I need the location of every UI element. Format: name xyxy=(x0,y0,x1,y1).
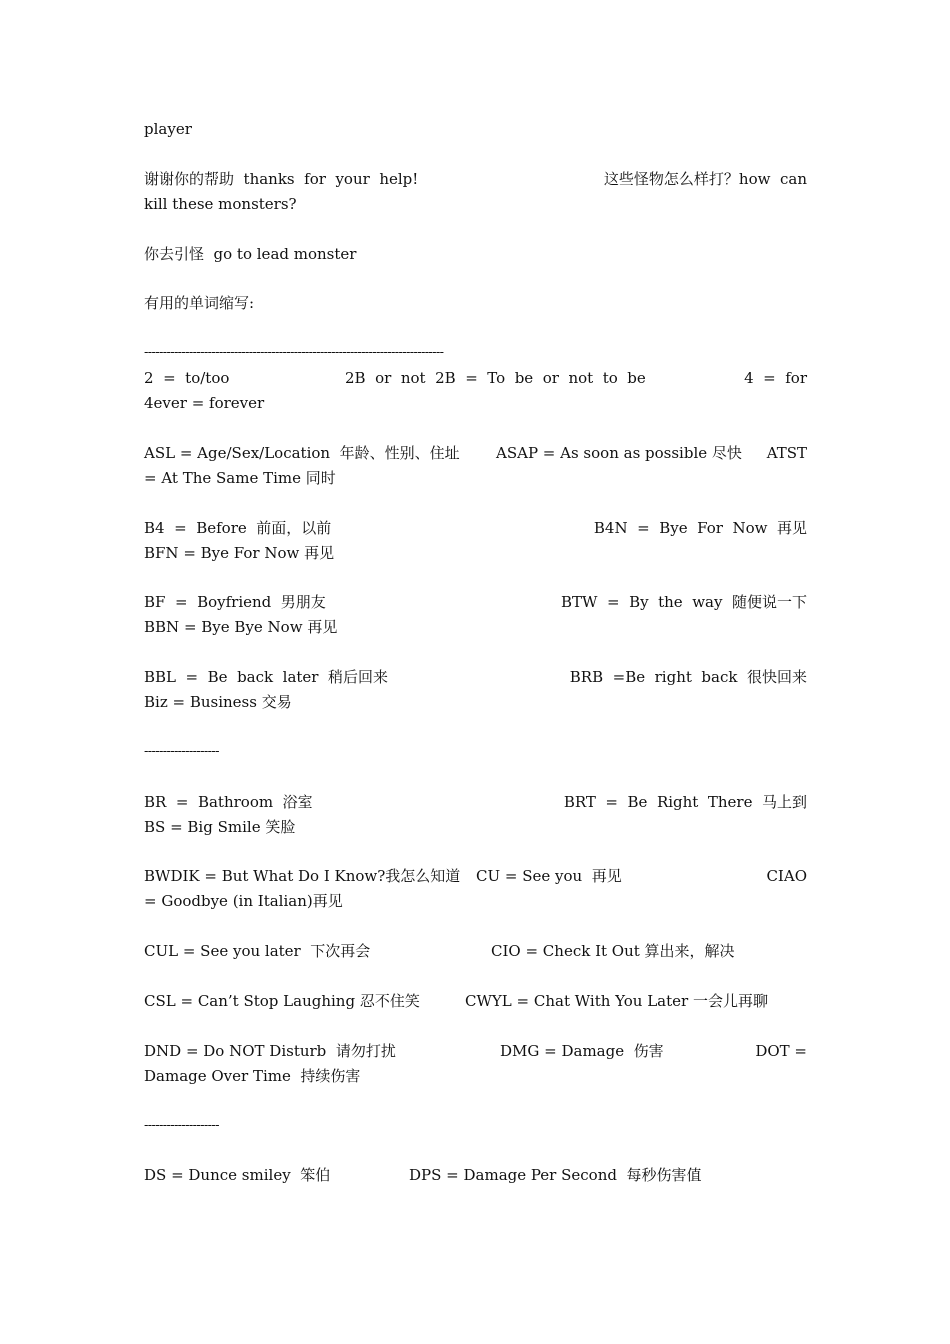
section-heading: 有用的单词缩写: xyxy=(144,294,255,312)
text-line: 2 = to/too xyxy=(144,369,230,387)
text-line: = Goodbye (in Italian)再见 xyxy=(144,892,343,910)
text-line: BTW = By the way 随便说一下 xyxy=(560,593,807,611)
text-line: ASAP = As soon as possible 尽快 xyxy=(496,444,742,462)
text-line: BWDIK = But What Do I Know?我怎么知道 xyxy=(144,867,461,885)
text-line: Biz = Business 交易 xyxy=(144,693,292,711)
text-line: 2B or not 2B = To be or not to be xyxy=(345,369,646,387)
text-line: 谢谢你的帮助 thanks for your help! xyxy=(144,170,419,188)
text-line: DS = Dunce smiley 笨伯 xyxy=(144,1166,331,1184)
divider-dashes: -------------------------------------------------------------------------------- xyxy=(144,345,444,360)
text-line: CWYL = Chat With You Later 一会儿再聊 xyxy=(465,992,768,1010)
text-line: kill these monsters? xyxy=(144,195,297,213)
text-line: B4 = Before 前面，以前 xyxy=(144,519,332,537)
text-line: B4N = Bye For Now 再见 xyxy=(593,519,807,537)
text-line: BS = Big Smile 笑脸 xyxy=(144,818,296,836)
text-line: DPS = Damage Per Second 每秒伤害值 xyxy=(409,1166,702,1184)
text-line: CU = See you 再见 xyxy=(476,867,622,885)
text-line: CSL = Can’t Stop Laughing 忍不住笑 xyxy=(144,992,420,1010)
text-line: ATST xyxy=(766,444,807,462)
text-line: Damage Over Time 持续伤害 xyxy=(144,1067,361,1085)
text-line: CIO = Check It Out 算出来，解决 xyxy=(491,942,735,960)
text-line: 这些怪物怎么样打？how can xyxy=(603,170,807,188)
text-line: ASL = Age/Sex/Location 年龄、性别、住址 xyxy=(144,444,460,462)
text-line: CUL = See you later 下次再会 xyxy=(144,942,371,960)
text-line: BBN = Bye Bye Now 再见 xyxy=(144,618,338,636)
text-line: BBL = Be back later 稍后回来 xyxy=(144,668,389,686)
text-line: 4 = for xyxy=(744,369,807,387)
divider-dashes: -------------------- xyxy=(144,744,219,759)
text-line: DND = Do NOT Disturb 请勿打扰 xyxy=(144,1042,396,1060)
text-line: player xyxy=(144,120,192,138)
divider-dashes: -------------------- xyxy=(144,1118,219,1133)
text-line: CIAO xyxy=(766,867,807,885)
text-line: 4ever = forever xyxy=(144,394,265,412)
text-line: 你去引怪 go to lead monster xyxy=(144,245,357,263)
text-line: BF = Boyfriend 男朋友 xyxy=(144,593,326,611)
text-line: BRT = Be Right There 马上到 xyxy=(563,793,807,811)
text-line: BFN = Bye For Now 再见 xyxy=(144,544,335,562)
text-line: DMG = Damage 伤害 xyxy=(500,1042,664,1060)
text-line: = At The Same Time 同时 xyxy=(144,469,336,487)
text-line: BR = Bathroom 浴室 xyxy=(144,793,313,811)
text-line: DOT = xyxy=(755,1042,807,1060)
text-line: BRB =Be right back 很快回来 xyxy=(569,668,807,686)
